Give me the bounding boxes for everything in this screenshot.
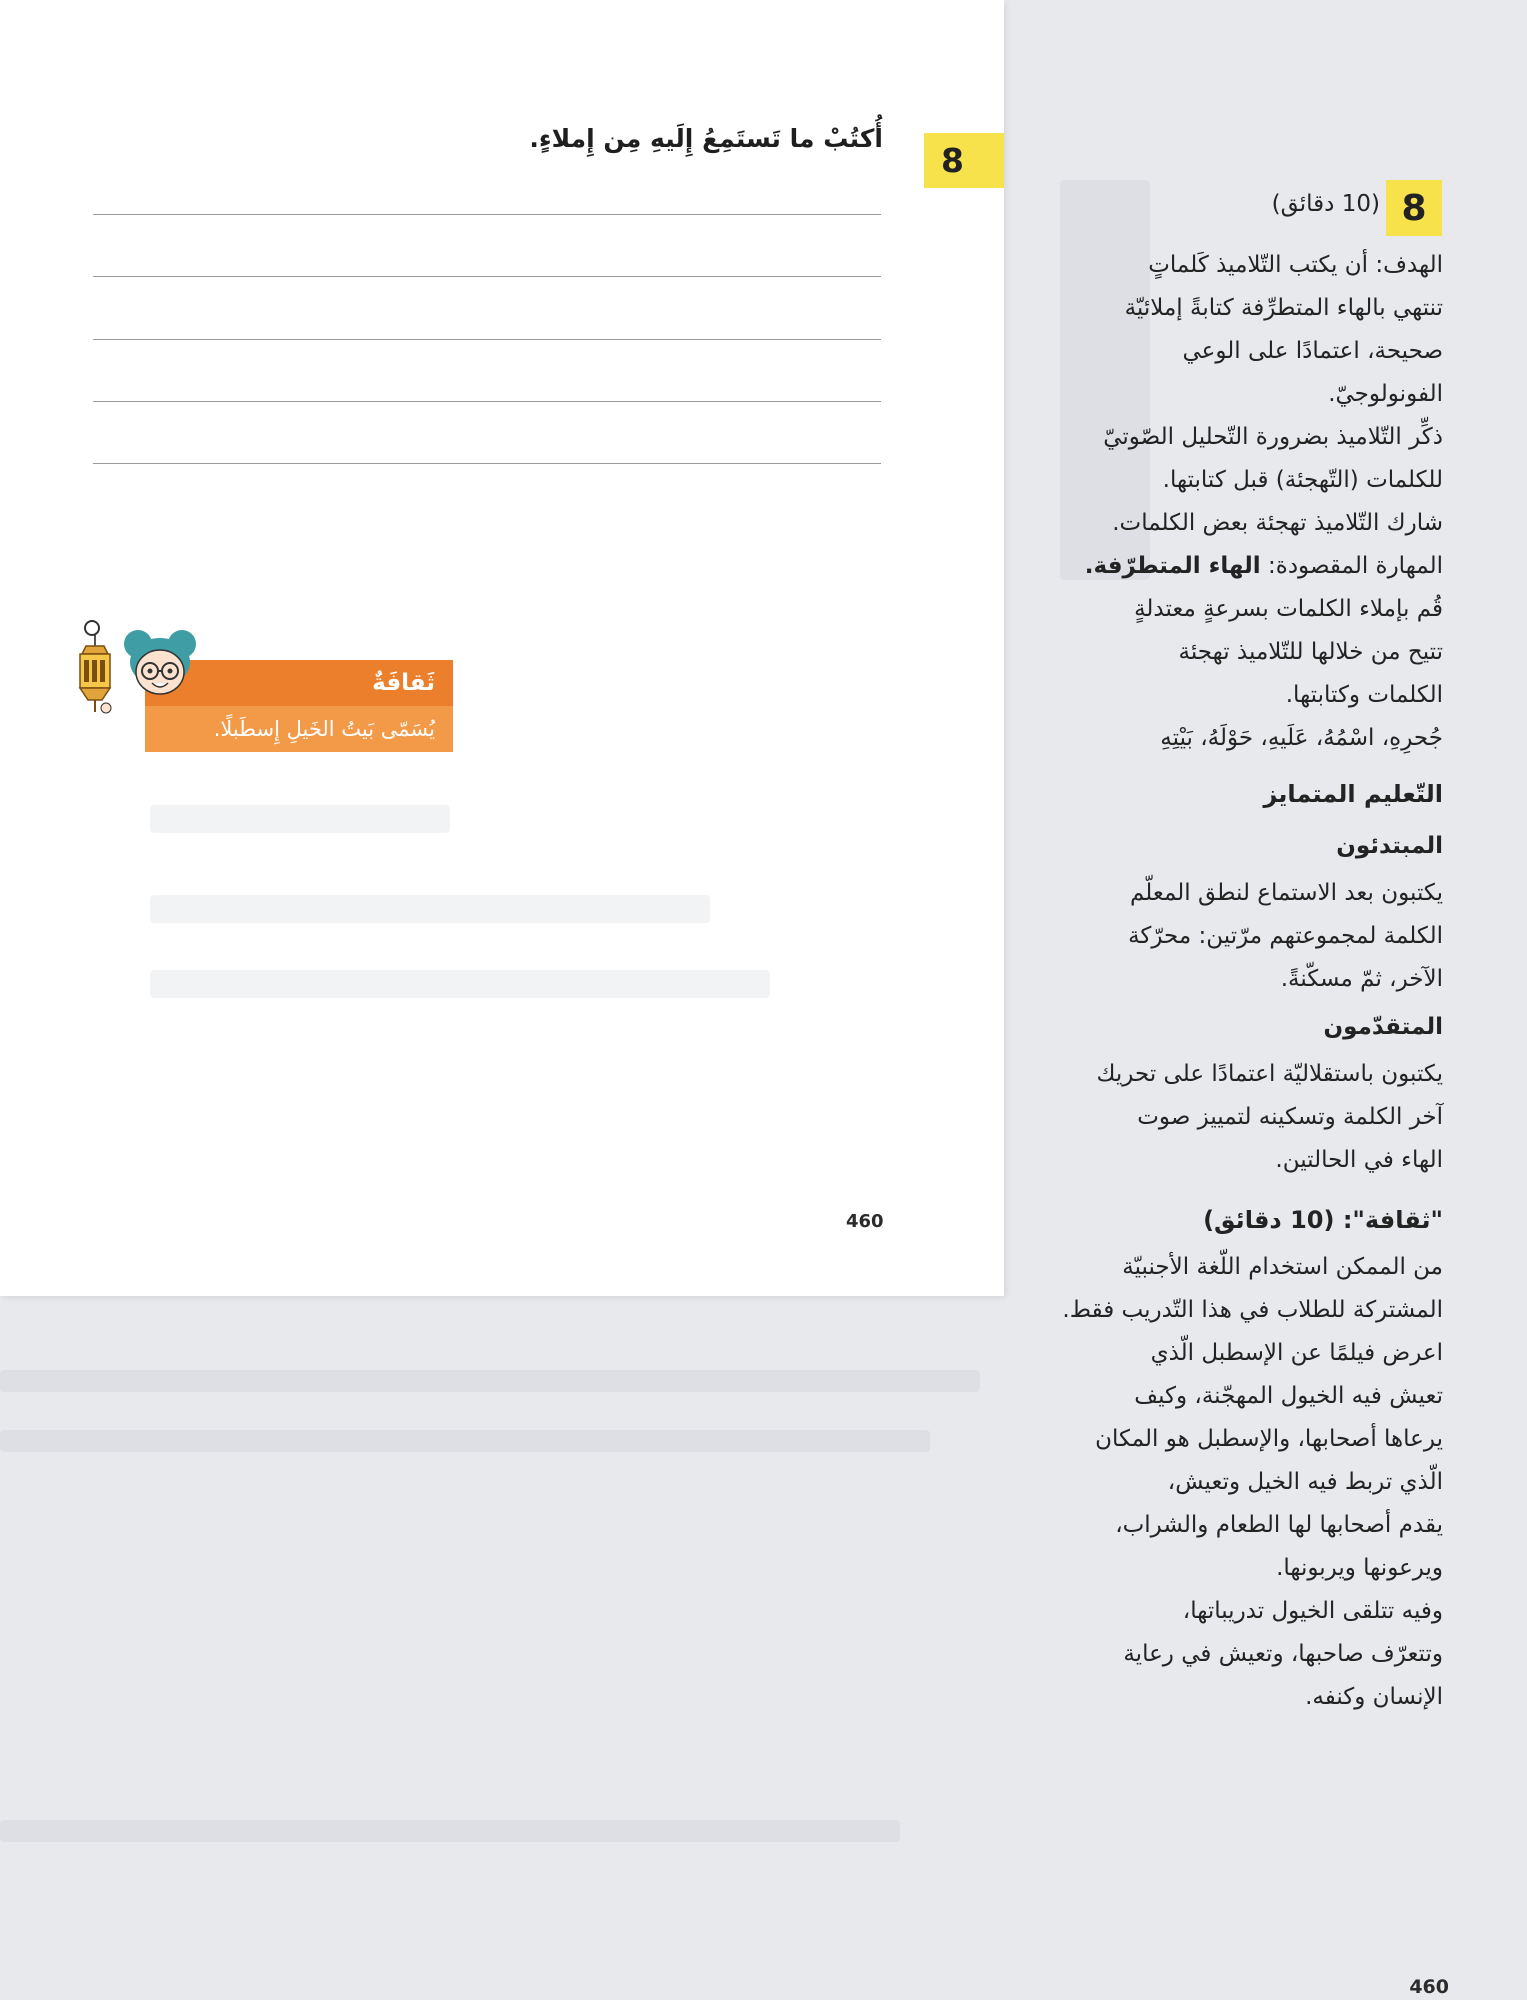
dictation-text: الكلمات وكتابتها. xyxy=(1285,682,1443,708)
activity-number: 8 xyxy=(1401,187,1427,229)
beginners-title: المبتدئون xyxy=(1336,833,1443,859)
goal-text: صحيحة، اعتمادًا على الوعي xyxy=(1182,338,1443,364)
skill-value: الهاء المتطرّفة. xyxy=(1084,553,1261,579)
culture-text: الإنسان وكنفه. xyxy=(1305,1684,1443,1710)
exercise-title: أُكتُبْ ما تَستَمِعُ إِلَيهِ مِن إِملاءٍ. xyxy=(529,124,883,153)
instruction-text: شارك التّلاميذ تهجئة بعض الكلمات. xyxy=(1112,510,1443,536)
instruction-text: للكلمات (التّهجئة) قبل كتابتها. xyxy=(1162,467,1443,493)
goal-line xyxy=(1023,244,1443,287)
culture-text: اعرض فيلمًا عن الإسطبل الّذي xyxy=(1150,1340,1443,1366)
dictation-text: قُم بإملاء الكلمات بسرعةٍ معتدلةٍ xyxy=(1134,596,1443,622)
culture-text: يقدم أصحابها لها الطعام والشراب، xyxy=(1115,1512,1443,1538)
culture-text: من الممكن استخدام اللّغة الأجنبيّة xyxy=(1122,1254,1443,1280)
bleed-through-text xyxy=(150,805,450,833)
girl-with-lantern-icon xyxy=(70,616,205,741)
bleed-through-text xyxy=(0,1820,900,1842)
page-number: 460 xyxy=(1409,1976,1449,1998)
differentiated-title: التّعليم المتمايز xyxy=(1263,780,1443,808)
goal-label: الهدف: xyxy=(1375,252,1443,278)
goal-text: تنتهي بالهاء المتطرِّفة كتابةً إملائيّة xyxy=(1124,295,1443,321)
advanced-text: الهاء في الحالتين. xyxy=(1275,1147,1443,1173)
answer-line[interactable] xyxy=(93,463,881,464)
bleed-through-text xyxy=(0,1430,930,1452)
beginners-text: الكلمة لمجموعتهم مرّتين: محرّكة xyxy=(1128,923,1443,949)
advanced-title: المتقدّمون xyxy=(1323,1014,1443,1040)
student-page xyxy=(0,0,1004,1296)
culture-title: "ثقافة": (10 دقائق) xyxy=(1203,1206,1443,1234)
culture-text: يرعاها أصحابها، والإسطبل هو المكان xyxy=(1095,1426,1443,1452)
culture-text: الّذي تربط فيه الخيل وتعيش، xyxy=(1167,1469,1443,1495)
dictation-text: تتيح من خلالها للتّلاميذ تهجئة xyxy=(1178,639,1443,665)
answer-line[interactable] xyxy=(93,276,881,277)
culture-text: المشتركة للطلاب في هذا التّدريب فقط. xyxy=(1062,1297,1443,1323)
beginners-text: الآخر، ثمّ مسكّنةً. xyxy=(1280,966,1443,992)
goal-text: الفونولوجيّ. xyxy=(1328,381,1443,407)
advanced-text: آخر الكلمة وتسكينه لتمييز صوت xyxy=(1137,1104,1443,1130)
bleed-through-text xyxy=(150,970,770,998)
teacher-guide-column xyxy=(1023,244,1443,1719)
advanced-text: يكتبون باستقلاليّة اعتمادًا على تحريك xyxy=(1096,1061,1443,1087)
skill-label: المهارة المقصودة: xyxy=(1268,553,1443,579)
bleed-through-text xyxy=(0,1370,980,1392)
culture-text: ويرعونها ويربونها. xyxy=(1276,1555,1443,1581)
activity-time: (10 دقائق) xyxy=(1271,191,1380,217)
activity-number-badge xyxy=(1386,180,1442,236)
instruction-text: ذكِّر التّلاميذ بضرورة التّحليل الصّوتيّ xyxy=(1103,424,1443,450)
culture-box-text: يُسَمّى بَيتُ الخَيلِ إِسطَبلًا. xyxy=(213,717,435,741)
goal-text: أن يكتب التّلاميذ كَلماتٍ xyxy=(1148,252,1369,278)
culture-text: تعيش فيه الخيول المهجّنة، وكيف xyxy=(1134,1383,1443,1409)
culture-text: وفيه تتلقى الخيول تدريباتها، xyxy=(1182,1598,1443,1624)
bleed-through-text xyxy=(150,895,710,923)
answer-line[interactable] xyxy=(93,401,881,402)
culture-box-title: ثَقافَةٌ xyxy=(372,670,435,696)
culture-text: وتتعرّف صاحبها، وتعيش في رعاية xyxy=(1123,1641,1443,1667)
exercise-number: 8 xyxy=(941,141,964,180)
page-number: 460 xyxy=(846,1211,884,1232)
answer-line[interactable] xyxy=(93,214,881,215)
answer-line[interactable] xyxy=(93,339,881,340)
skill-line xyxy=(1023,545,1443,588)
dictation-words: جُحرِهِ، اسْمُهُ، عَلَيهِ، حَوْلَهُ، بَيْتِهِ xyxy=(1160,725,1443,751)
beginners-text: يكتبون بعد الاستماع لنطق المعلّم xyxy=(1129,880,1443,906)
exercise-number-badge xyxy=(924,133,1004,188)
